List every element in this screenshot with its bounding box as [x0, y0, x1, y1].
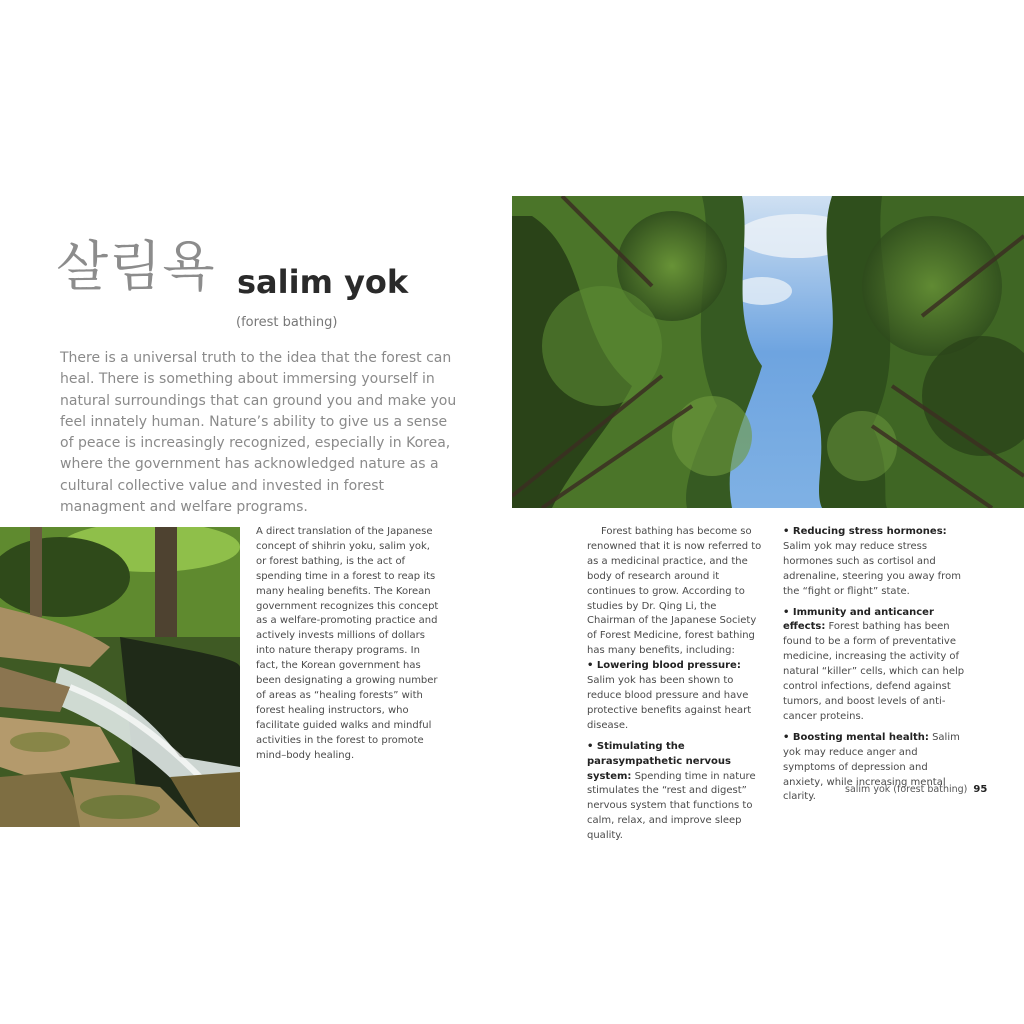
page-footer — [845, 784, 987, 795]
benefit-text: Spending time in nature stimulates the “rest and digest” nervous system that functions to calm, relax, and improve sleep quality. — [587, 770, 756, 842]
page-number: 95 — [973, 784, 988, 795]
benefit-heading: • Stimulating the parasympathetic nervous system: — [587, 740, 731, 782]
romanized-title: salim yok — [237, 263, 409, 301]
benefit-item — [587, 659, 767, 734]
running-head: salim yok (forest bathing) — [845, 784, 968, 795]
benefit-item — [783, 606, 967, 725]
intro-paragraph: There is a universal truth to the idea that the forest can heal. There is something about immersing yourself in natural surroundings that can ground you and make you feel innately human. Nature’s ability to give us a sense of peace is increasingly recognized, especially in Korea, where the government has acknowledged nature as a cultural collective value and invested in forest managment and welfare programs. — [60, 350, 457, 516]
middle-column-intro: Forest bathing has become so renowned that it is now referred to as a medicinal practice, and the body of research around it continues to grow. According to studies by Dr. Qing Li, the Chairman of the Japanese Society of Forest Medicine, forest bathing has many benefits, including: — [587, 526, 762, 657]
benefit-item — [587, 740, 767, 844]
stream-photo — [0, 527, 240, 827]
benefit-text: Salim yok has been shown to reduce blood pressure and have protective benefits against heart disease. — [587, 675, 752, 731]
benefit-item — [783, 525, 967, 600]
benefit-heading: • Lowering blood pressure: — [587, 660, 741, 672]
korean-title: 살림욕 — [56, 235, 216, 298]
benefit-heading: • Reducing stress hormones: — [783, 526, 947, 537]
title-subtitle: (forest bathing) — [236, 315, 338, 330]
right-column — [783, 525, 967, 805]
benefit-heading: • Immunity and anticancer effects: — [783, 606, 934, 633]
forest-canopy-photo — [512, 196, 1024, 508]
benefit-heading: • Boosting mental health: — [783, 731, 929, 743]
benefit-text: Forest bathing has been found to be a form of preventative medicine, increasing the activity of natural “killer” cells, which can help control infections, defend against tumors, and boost levels of anti-cancer proteins. — [783, 621, 965, 722]
left-column-text: A direct translation of the Japanese concept of shihrin yoku, salim yok, or forest bathing, is the act of spending time in a forest to reap its many healing benefits. The Korean government recognizes this concept as a welfare-promoting practice and actively invests millions of dollars into nature therapy programs. In fact, the Korean government has been designating a growing number of areas as “healing forests” with forest healing instructors, who facilitate guided walks and mindful activities in the forest to promote mind–body healing. — [256, 526, 439, 761]
benefit-text: Salim yok may reduce anger and symptoms of depression and anxiety, while increasing mental clarity. — [783, 731, 960, 803]
middle-column — [587, 525, 767, 844]
benefit-text: Salim yok may reduce stress hormones such as cortisol and adrenaline, steering you away from the “fight or flight” state. — [783, 540, 961, 597]
